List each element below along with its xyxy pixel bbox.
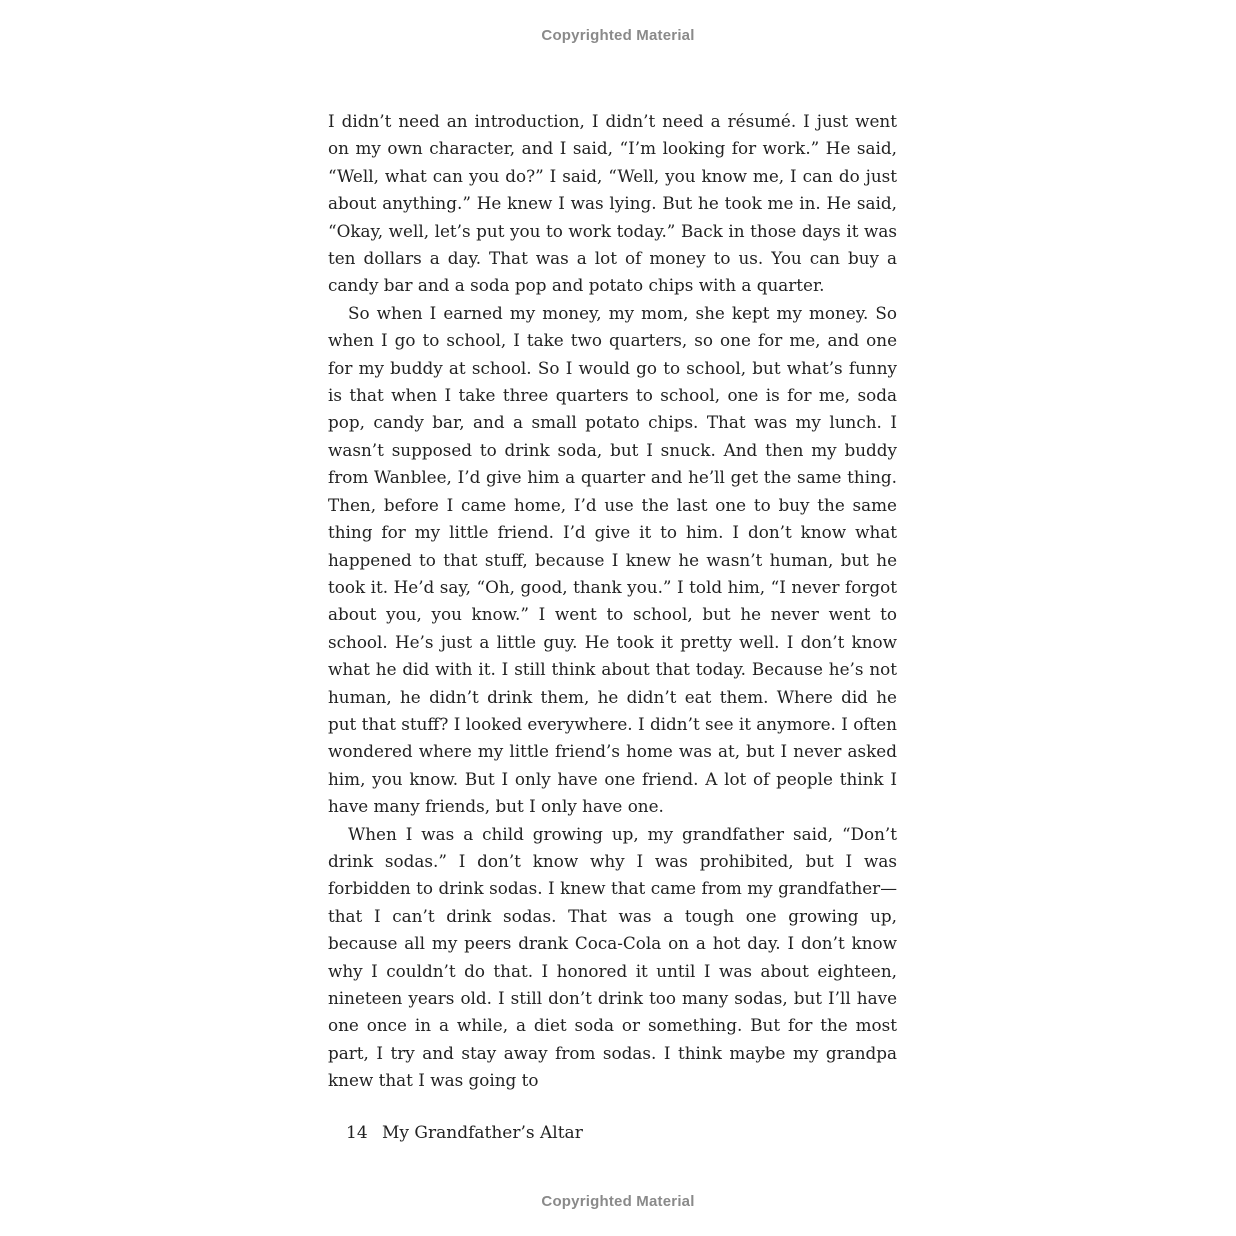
paragraph-2: So when I earned my money, my mom, she kept my money. So when I go to school, I take two quarters, so one for me, and one for my buddy at school. So I would go to school, but what’s funny is that when I take three quarters to school, one is for me, soda pop, candy bar, and a small potato chips. That was my lunch. I wasn’t supposed to drink soda, but I snuck. And then my buddy from Wanblee, I’d give him a quarter and he’ll get the same thing. Then, before I came home, I’d use the last one to buy the same thing for my little friend. I’d give it to him. I don’t know what happened to that stuff, because I knew he wasn’t human, but he took it. He’d say, “Oh, good, thank you.” I told him, “I never forgot about you, you know.” I went to school, but he never went to school. He’s just a little guy. He took it pretty well. I don’t know what he did with it. I still think about that today. Because he’s not human, he didn’t drink them, he didn’t eat them. Where did he put that stuff? I looked everywhere. I didn’t see it anymore. I often wondered where my little friend’s home was at, but I never asked him, you know. But I only have one friend. A lot of people think I have many friends, but I only have one. [328,302,897,817]
page-number: 14 [346,1123,368,1143]
running-title: My Grandfather’s Altar [382,1123,583,1143]
page-body [328,108,897,1095]
copyright-watermark-bottom: Copyrighted Material [541,1193,695,1210]
page-footer [346,1123,583,1143]
copyright-watermark-top: Copyrighted Material [541,27,695,44]
paragraph-1: I didn’t need an introduction, I didn’t need a résumé. I just went on my own character, and I said, “I’m looking for work.” He said, “Well, what can you do?” I said, “Well, you know me, I can do just about anything.” He knew I was lying. But he took me in. He said, “Okay, well, let’s put you to work today.” Back in those days it was ten dollars a day. That was a lot of money to us. You can buy a candy bar and a soda pop and potato chips with a quarter. [328,111,897,296]
paragraph-3: When I was a child growing up, my grandfather said, “Don’t drink sodas.” I don’t know why I was prohibited, but I was forbidden to drink sodas. I knew that came from my grandfather—that I can’t drink sodas. That was a tough one growing up, because all my peers drank Coca-Cola on a hot day. I don’t know why I couldn’t do that. I honored it until I was about eighteen, nineteen years old. I still don’t drink too many sodas, but I’ll have one once in a while, a diet soda or something. But for the most part, I try and stay away from sodas. I think maybe my grandpa knew that I was going to [328,823,897,1091]
